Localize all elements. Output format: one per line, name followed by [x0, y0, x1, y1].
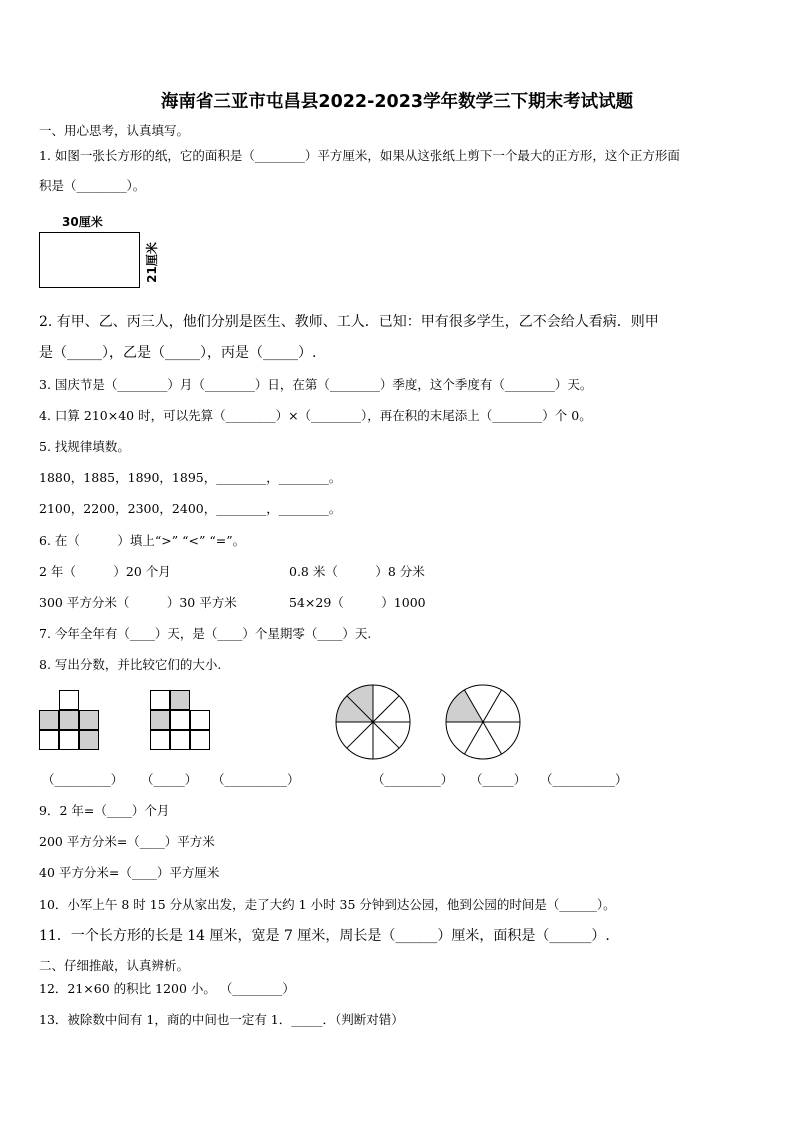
q8-blank-4[interactable]: （_________）: [372, 772, 454, 787]
q6-a: 2 年（ ）20 个月: [39, 564, 171, 579]
circle-figure-8-parts: [334, 683, 412, 761]
rect-width-label: 21厘米: [144, 242, 159, 283]
q8-blank-2[interactable]: （_____）: [141, 772, 198, 787]
q13-line: 13．被除数中间有 1，商的中间也一定有 1．_____．（判断对错）: [39, 1012, 404, 1027]
q10-line: 10．小军上午 8 时 15 分从家出发，走了大约 1 小时 35 分钟到达公园，他到公园的时间是（______）。: [39, 897, 616, 912]
circle-figure-6-parts: [444, 683, 522, 761]
q5-line1: 5. 找规律填数。: [39, 439, 130, 454]
q8-blank-5[interactable]: （_____）: [470, 772, 527, 787]
q1-line2: 积是（________）。: [39, 178, 146, 193]
section-heading-1: 一、用心思考，认真填写。: [39, 123, 190, 138]
q5-line3: 2100，2200，2300，2400，________，________。: [39, 501, 342, 516]
q11-line: 11．一个长方形的长是 14 厘米，宽是 7 厘米，周长是（______）厘米，面积是（______）.: [39, 928, 610, 944]
q12-line: 12．21×60 的积比 1200 小。 （________）: [39, 981, 295, 996]
q4-line: 4. 口算 210×40 时，可以先算（________）×（________），再在积的末尾添上（________）个 0。: [39, 408, 592, 423]
q8-line1: 8. 写出分数，并比较它们的大小.: [39, 657, 222, 672]
q7-line: 7. 今年全年有（____）天，是（____）个星期零（____）天.: [39, 626, 372, 641]
q9-line2: 200 平方分米=（____）平方米: [39, 834, 215, 849]
q9-line3: 40 平方分米=（____）平方厘米: [39, 865, 220, 880]
q8-blank-6[interactable]: （__________）: [540, 772, 628, 787]
page-title: 海南省三亚市屯昌县2022-2023学年数学三下期末考试试题: [160, 92, 634, 112]
q6-line1: 6. 在（ ）填上“>” “<” “=”。: [39, 533, 246, 548]
q8-blank-3[interactable]: （__________）: [212, 772, 300, 787]
q6-b: 0.8 米（ ）8 分米: [289, 564, 425, 579]
q2-line2: 是（_____），乙是（_____），丙是（_____）.: [39, 345, 317, 361]
q9-line1: 9．2 年=（____）个月: [39, 803, 170, 818]
q2-line1: 2. 有甲、乙、丙三人，他们分别是医生、教师、工人．已知：甲有很多学生，乙不会给人看病．则甲: [39, 314, 659, 330]
rect-length-label: 30厘米: [62, 215, 103, 229]
q5-line2: 1880，1885，1890，1895，________，________。: [39, 470, 342, 485]
rectangle-figure: [39, 232, 140, 288]
q3-line: 3. 国庆节是（________）月（________）日，在第（________）季度，这个季度有（________）天。: [39, 377, 593, 392]
q8-blank-1[interactable]: （_________）: [42, 772, 124, 787]
q1-line1: 1. 如图一张长方形的纸，它的面积是（________）平方厘米，如果从这张纸上剪下一个最大的正方形，这个正方形面: [39, 148, 680, 163]
section-heading-2: 二、仔细推敲，认真辨析。: [39, 958, 190, 973]
q6-c: 300 平方分米（ ）30 平方米: [39, 595, 237, 610]
q6-d: 54×29（ ）1000: [289, 595, 426, 610]
